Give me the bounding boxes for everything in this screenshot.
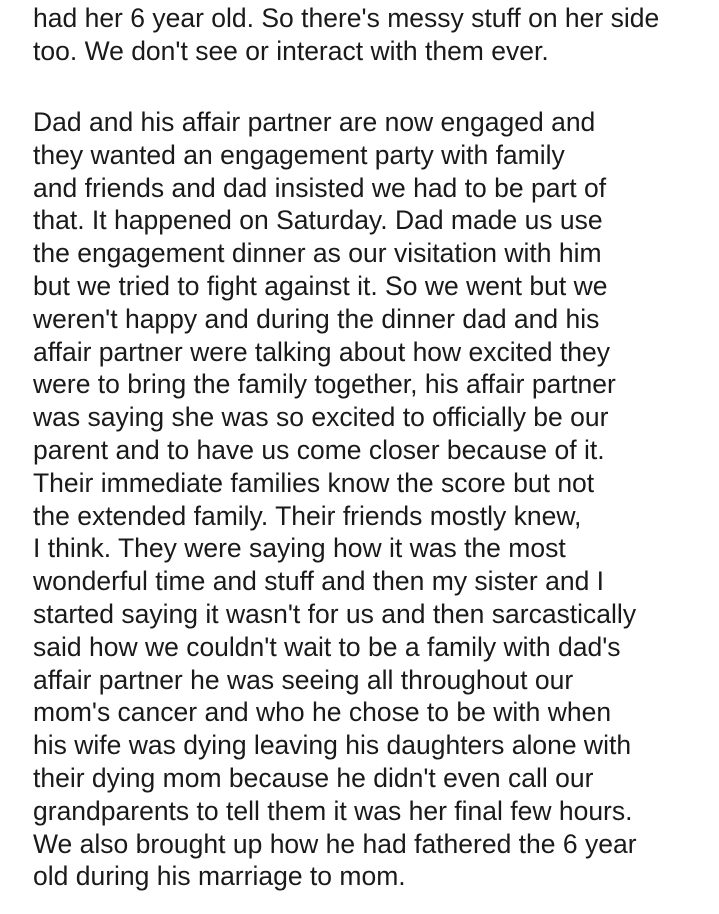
text-line: their dying mom because he didn't even call our bbox=[33, 762, 594, 793]
text-line: affair partner he was seeing all throughout our bbox=[33, 664, 574, 695]
text-line: had her 6 year old. So there's messy stuff on her side bbox=[33, 3, 660, 33]
text-line: said how we couldn't wait to be a family with dad's bbox=[33, 631, 621, 662]
text-line: too. We don't see or interact with them ever. bbox=[33, 35, 549, 66]
text-line: wonderful time and stuff and then my sister and I bbox=[33, 566, 605, 597]
text-line: Dad and his affair partner are now engaged and bbox=[33, 107, 596, 137]
paragraph-engagement-dinner bbox=[33, 106, 637, 893]
text-line: the extended family. Their friends mostly knew, bbox=[33, 500, 582, 531]
text-line: old during his marriage to mom. bbox=[33, 861, 406, 892]
text-line: they wanted an engagement party with family bbox=[33, 139, 565, 170]
text-line: the engagement dinner as our visitation with him bbox=[33, 238, 602, 269]
text-line: weren't happy and during the dinner dad and his bbox=[33, 303, 600, 334]
text-line: I think. They were saying how it was the most bbox=[33, 533, 566, 564]
text-line: mom's cancer and who he chose to be with when bbox=[33, 697, 612, 728]
text-document bbox=[33, 0, 719, 914]
text-line: We also brought up how he had fathered the 6 year bbox=[33, 828, 637, 859]
text-line: were to bring the family together, his affair partner bbox=[33, 369, 616, 400]
text-line: parent and to have us come closer because of it. bbox=[33, 434, 605, 465]
text-line: but we tried to fight against it. So we went but we bbox=[33, 270, 608, 301]
text-line: his wife was dying leaving his daughters alone with bbox=[33, 730, 632, 761]
text-line: affair partner were talking about how excited they bbox=[33, 336, 610, 367]
text-line: started saying it wasn't for us and then sarcastically bbox=[33, 598, 637, 629]
paragraph-family-background bbox=[33, 2, 659, 68]
text-line: was saying she was so excited to officially be our bbox=[33, 402, 609, 433]
text-line: that. It happened on Saturday. Dad made us use bbox=[33, 205, 603, 236]
text-line: Their immediate families know the score but not bbox=[33, 467, 595, 498]
text-line: and friends and dad insisted we had to be part of bbox=[33, 172, 607, 203]
text-line: grandparents to tell them it was her final few hours. bbox=[33, 795, 633, 826]
